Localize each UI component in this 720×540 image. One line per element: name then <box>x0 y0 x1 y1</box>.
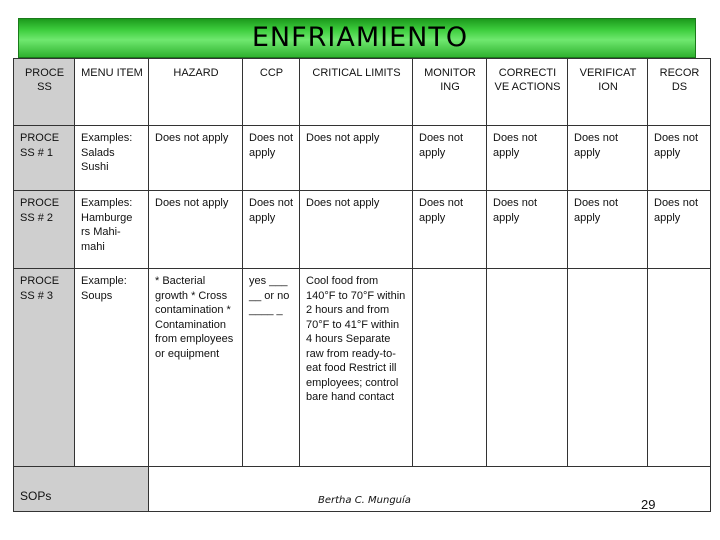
header-monitoring: MONITOR ING <box>413 59 487 126</box>
header-process: PROCE SS <box>14 59 75 126</box>
author-signature: Bertha C. Munguía <box>318 495 411 506</box>
cell-critical-limits: Does not apply <box>300 126 413 191</box>
header-row <box>14 59 711 126</box>
table-row <box>14 269 711 467</box>
header-corrective-actions: CORRECTI VE ACTIONS <box>487 59 568 126</box>
sops-label: SOPs <box>14 467 149 512</box>
haccp-table <box>13 58 711 512</box>
cell-menu-item: Example: Soups <box>75 269 149 467</box>
cell-ccp: yes ___ __ or no ____ _ <box>243 269 300 467</box>
header-records: RECOR DS <box>648 59 711 126</box>
cell-records: Does not apply <box>648 191 711 269</box>
cell-process: PROCE SS # 3 <box>14 269 75 467</box>
cell-critical-limits: Cool food from 140°F to 70°F within 2 hours and from 70°F to 41°F within 4 hours Separate raw from ready-to-eat food Restrict ill employees; control bare hand contact <box>300 269 413 467</box>
cell-corrective-actions <box>487 269 568 467</box>
cell-verification: Does not apply <box>568 191 648 269</box>
page-title: ENFRIAMIENTO <box>251 22 469 53</box>
cell-critical-limits: Does not apply <box>300 191 413 269</box>
cell-records <box>648 269 711 467</box>
cell-hazard: Does not apply <box>149 126 243 191</box>
cell-menu-item: Examples: Salads Sushi <box>75 126 149 191</box>
cell-menu-item: Examples: Hamburge rs Mahi-mahi <box>75 191 149 269</box>
cell-verification: Does not apply <box>568 126 648 191</box>
cell-ccp: Does not apply <box>243 126 300 191</box>
sops-content <box>149 467 711 512</box>
cell-process: PROCE SS # 1 <box>14 126 75 191</box>
cell-ccp: Does not apply <box>243 191 300 269</box>
cell-hazard: Does not apply <box>149 191 243 269</box>
cell-records: Does not apply <box>648 126 711 191</box>
cell-corrective-actions: Does not apply <box>487 191 568 269</box>
header-menu-item: MENU ITEM <box>75 59 149 126</box>
page-number: 29 <box>641 497 656 512</box>
cell-verification <box>568 269 648 467</box>
table-row <box>14 191 711 269</box>
cell-monitoring <box>413 269 487 467</box>
cell-monitoring: Does not apply <box>413 191 487 269</box>
table-row <box>14 126 711 191</box>
header-verification: VERIFICAT ION <box>568 59 648 126</box>
cell-corrective-actions: Does not apply <box>487 126 568 191</box>
header-critical-limits: CRITICAL LIMITS <box>300 59 413 126</box>
header-hazard: HAZARD <box>149 59 243 126</box>
cell-process: PROCE SS # 2 <box>14 191 75 269</box>
cell-monitoring: Does not apply <box>413 126 487 191</box>
header-ccp: CCP <box>243 59 300 126</box>
cell-hazard: * Bacterial growth * Cross contamination * Contamination from employees or equipment <box>149 269 243 467</box>
